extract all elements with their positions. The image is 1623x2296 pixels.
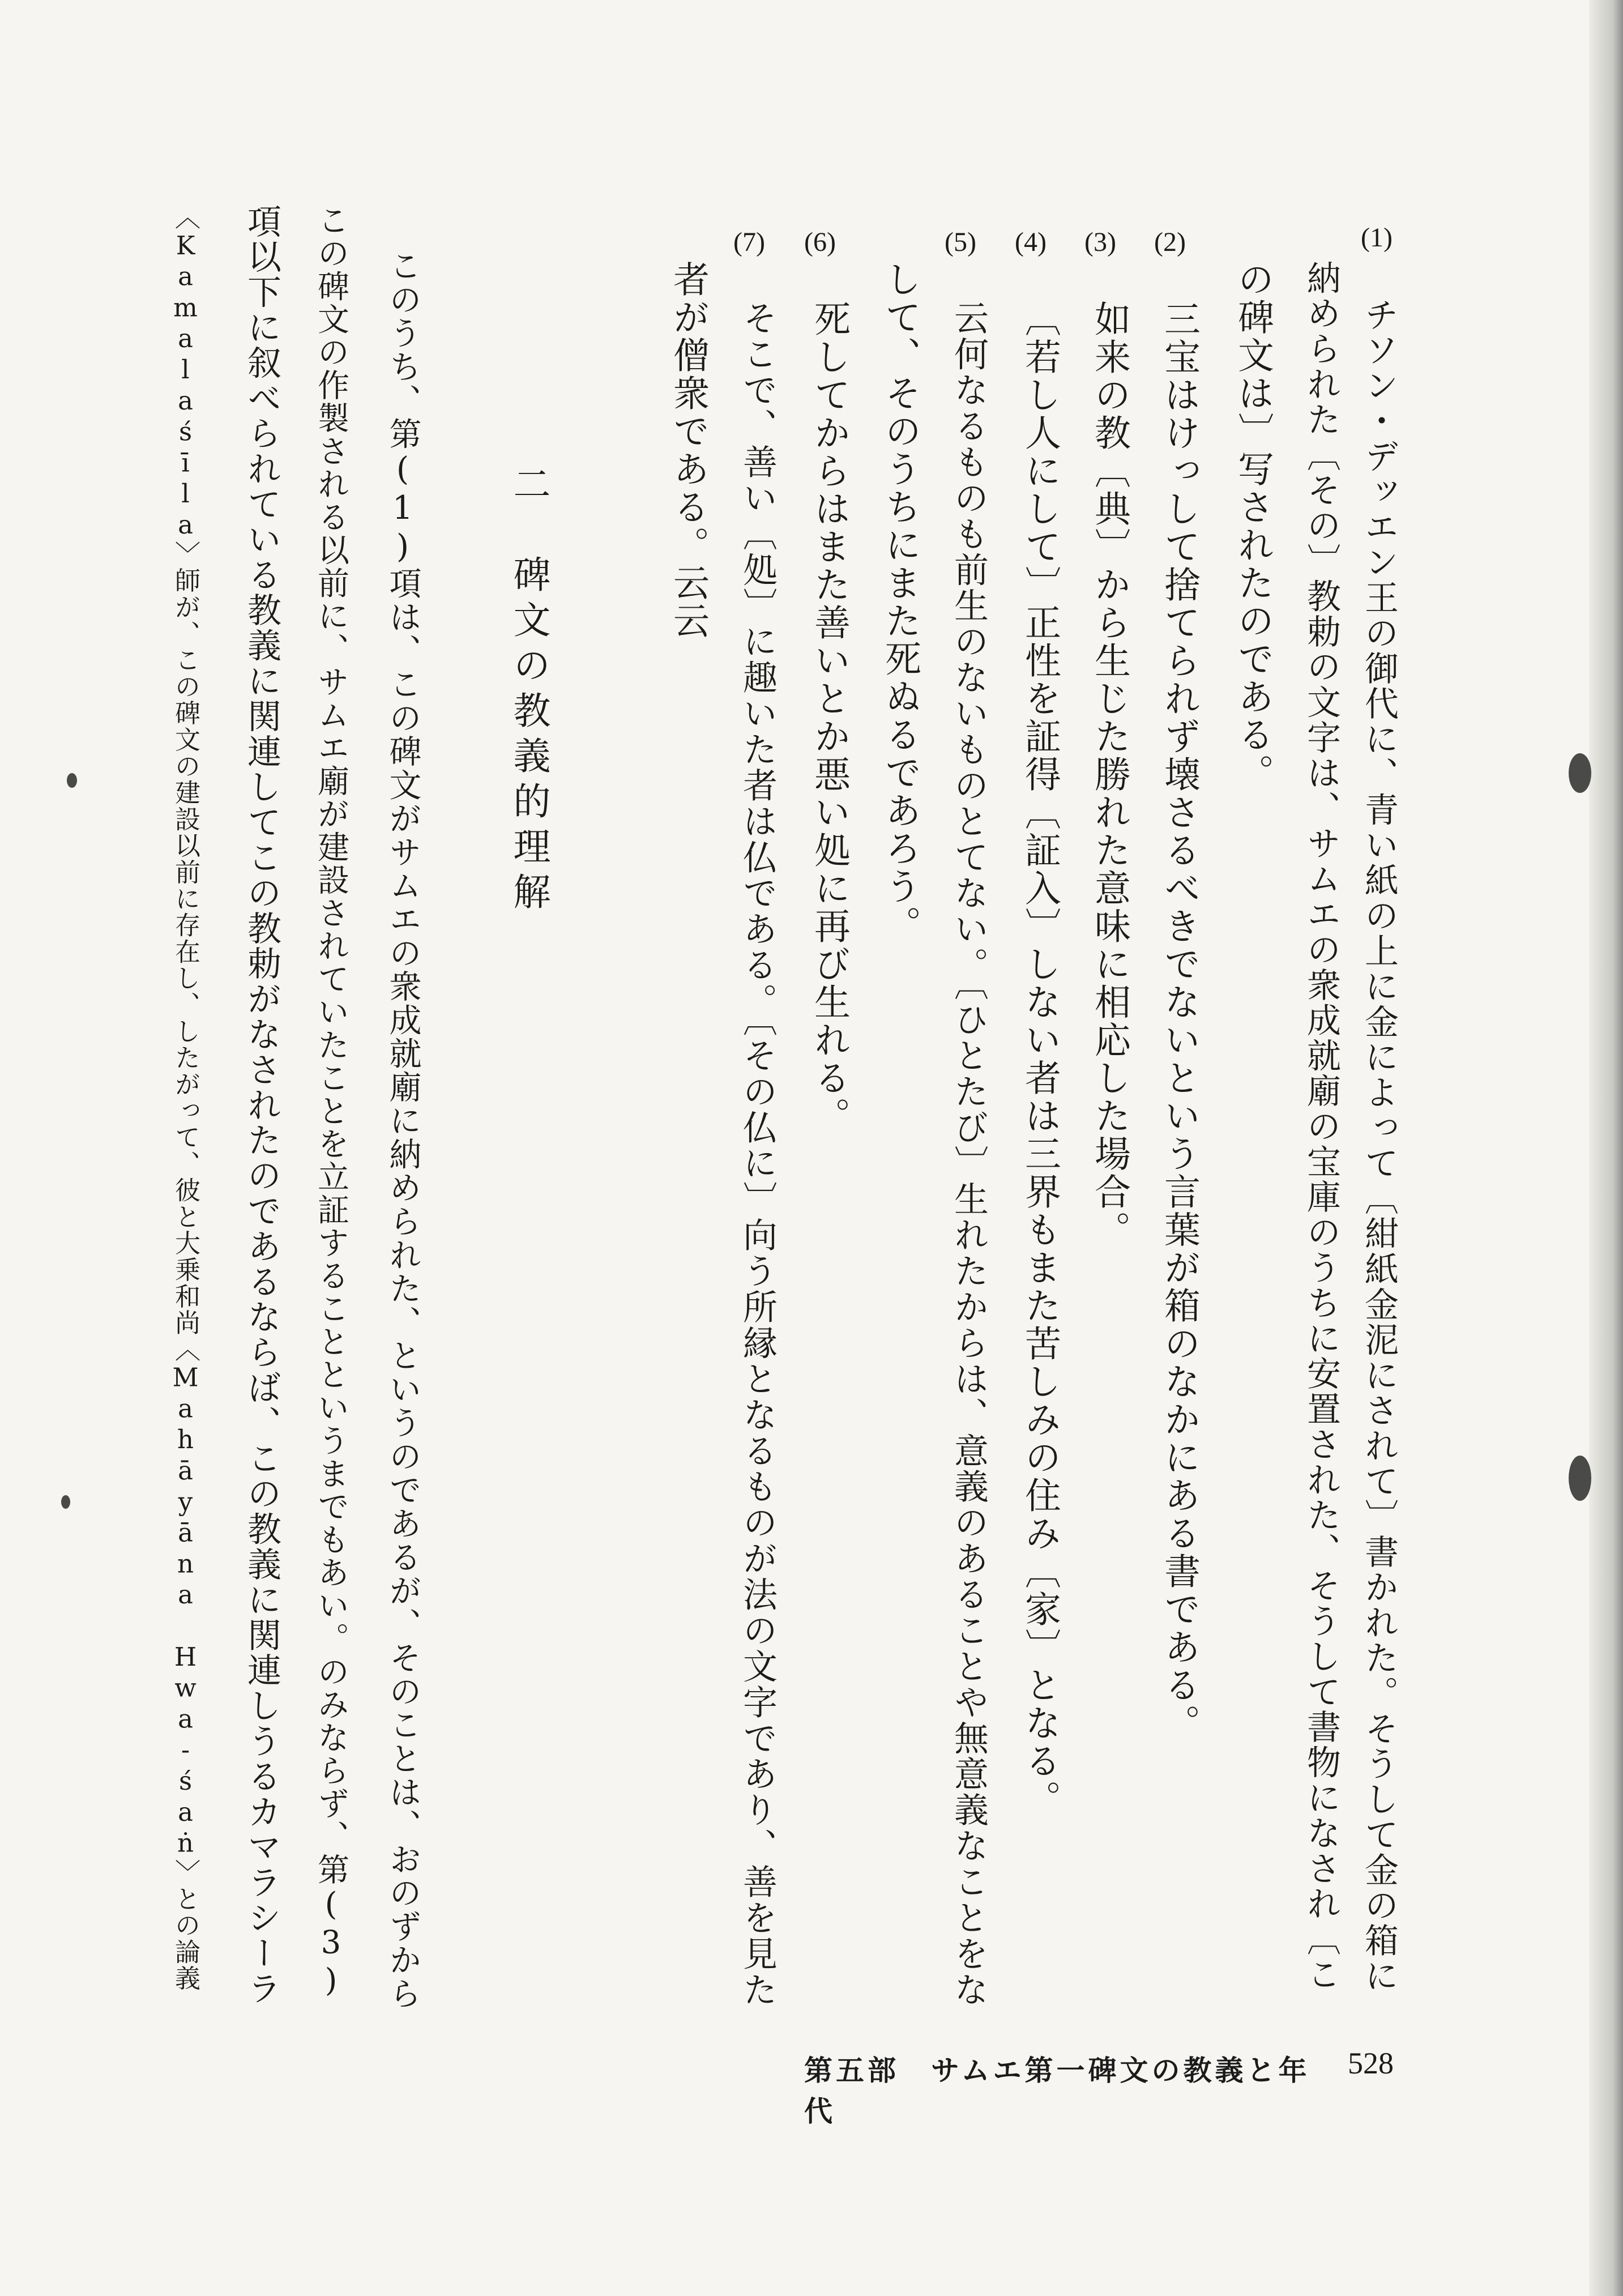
scan-speck <box>1569 1456 1591 1501</box>
note-line: 三宝はけっして捨てられず壊さるべきでないという言葉が箱のなかにある書である。 <box>1158 300 1200 1742</box>
section-number: 二 <box>507 464 550 510</box>
note-marker: (7) <box>733 227 765 257</box>
scan-speck <box>1569 753 1591 793</box>
note-line: 如来の教〔典〕から生じた勝れた意味に相応した場合。 <box>1088 300 1130 1249</box>
note-line: の碑文は〕写されたのである。 <box>1232 261 1274 792</box>
note-line: 死してからはまた善いとか悪い処に再び生れる。 <box>808 300 850 1135</box>
note-line: 〔若し人にして〕正性を証得〔証入〕しない者は三界もまた苦しみの住み〔家〕となる。 <box>1019 300 1061 1818</box>
body-line: この碑文の作製される以前に、サムエ廟が建設されていたことを立証することというまでもあい。のみならず、第(3) <box>313 204 349 2000</box>
note-line: して、そのうちにまた死ぬるであろう。 <box>879 261 921 944</box>
note-marker: (4) <box>1015 227 1047 257</box>
page-edge-shadow <box>1589 0 1623 2296</box>
body-line: 〈Kamalaśīla〉師が、この碑文の建設以前に存在し、したがって、彼と大乗和尚〈Mahāyāna Hwa-śaṅ〉との論義 <box>170 204 200 1992</box>
note-line: 云何なるものも前生のないものとてない。〔ひとたび〕生れたからは、意義のあることや無意義なことをな <box>949 300 989 2008</box>
note-line: チソン・デッエン王の御代に、青い紙の上に金によって〔紺紙金泥にされて〕書かれた。そうして金の箱に <box>1359 297 1399 1994</box>
note-line: 納められた〔その〕教勅の文字は、サムエの衆成就廟の宝庫のうちに安置された、そうして書物になされ〔こ <box>1301 261 1341 1992</box>
body-line: 項以下に叙べられている教義に関連してこの教勅がなされたのであるならば、この教義に関連しうるカマラシーラ <box>242 204 281 2007</box>
note-marker: (2) <box>1154 227 1186 257</box>
body-line: このうち、第(1)項は、この碑文がサムエの衆成就廟に納められた、というのであるが、そのことは、おのずから <box>384 249 421 2011</box>
note-line: 者が僧衆である。云云 <box>667 261 709 640</box>
section-title: 碑文の教義的理解 <box>507 555 550 917</box>
note-marker: (6) <box>804 227 836 257</box>
note-line: そこで、善い〔処〕に趣いた者は仏である。〔その仏に〕向う所縁となるものが法の文字であり、善を見た <box>737 300 778 2008</box>
note-marker: (1) <box>1361 223 1393 253</box>
scan-speck <box>61 1495 70 1509</box>
running-head: 第五部 サムエ第一碑文の教義と年代 <box>804 2054 1310 2128</box>
note-marker: (3) <box>1084 227 1116 257</box>
note-marker: (5) <box>945 227 976 257</box>
scan-speck <box>67 773 77 788</box>
page-number: 528 <box>1348 2046 1394 2080</box>
